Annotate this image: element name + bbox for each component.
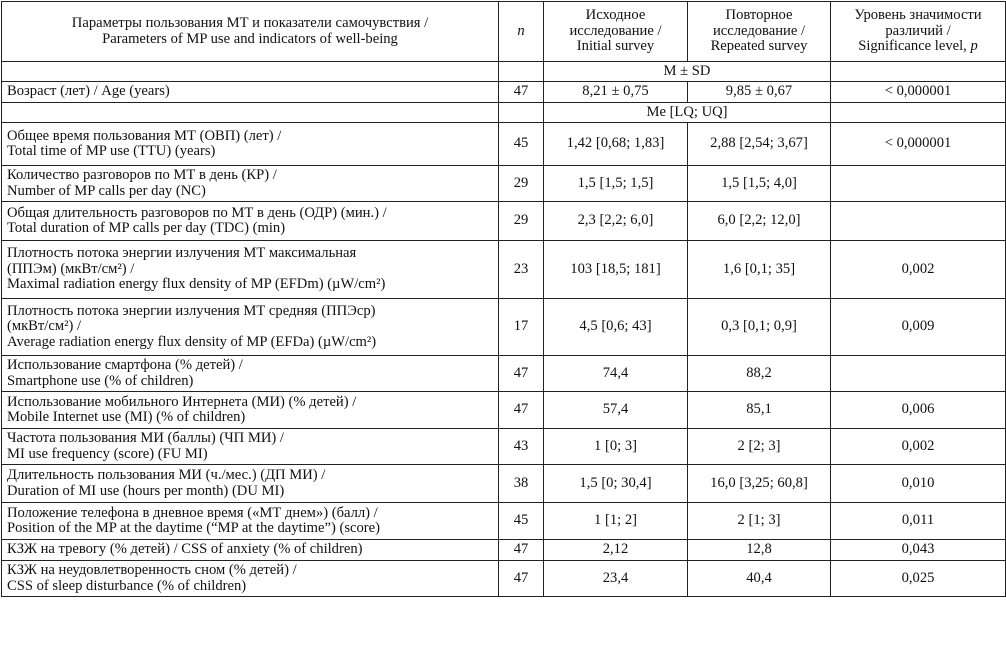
table-row xyxy=(2,540,1006,561)
section-blank-cell xyxy=(2,62,499,82)
initial-survey-cell: 103 [18,5; 181] xyxy=(544,241,688,299)
significance-cell: < 0,000001 xyxy=(831,123,1006,166)
section-blank-cell xyxy=(2,103,499,123)
section-blank-cell xyxy=(831,103,1006,123)
parameter-text-line: MI use frequency (score) (FU MI) xyxy=(7,445,208,462)
table-row xyxy=(2,241,1006,299)
parameter-text-line: Возраст (лет) / Age (years) xyxy=(7,83,170,100)
parameter-cell xyxy=(2,241,499,299)
n-cell: 43 xyxy=(499,429,544,465)
parameter-text-line: Частота пользования МИ (баллы) (ЧП МИ) / xyxy=(7,430,284,446)
section-blank-cell xyxy=(831,62,1006,82)
header-significance-line: Уровень значимости xyxy=(854,7,982,24)
parameter-cell xyxy=(2,503,499,540)
significance-cell: < 0,000001 xyxy=(831,82,1006,103)
significance-cell: 0,043 xyxy=(831,540,1006,561)
parameter-text-line: Number of MP calls per day (NC) xyxy=(7,182,206,199)
parameter-cell xyxy=(2,392,499,429)
parameter-text-line: Total duration of MP calls per day (TDC) (min) xyxy=(7,220,286,236)
repeated-survey-cell: 1,6 [0,1; 35] xyxy=(688,241,831,299)
n-cell: 45 xyxy=(499,123,544,166)
repeated-survey-cell: 9,85 ± 0,67 xyxy=(688,82,831,103)
parameter-text-line: Использование мобильного Интернета (МИ) (% детей) / xyxy=(7,393,357,410)
repeated-survey-cell: 1,5 [1,5; 4,0] xyxy=(688,166,831,202)
repeated-survey-cell: 6,0 [2,2; 12,0] xyxy=(688,202,831,241)
section-blank-cell xyxy=(499,62,544,82)
parameter-cell xyxy=(2,82,499,103)
repeated-survey-cell: 2,88 [2,54; 3,67] xyxy=(688,123,831,166)
results-table xyxy=(1,1,1006,597)
significance-cell xyxy=(831,166,1006,202)
parameter-cell xyxy=(2,166,499,202)
repeated-survey-cell: 0,3 [0,1; 0,9] xyxy=(688,299,831,356)
parameter-text-line: Использование смартфона (% детей) / xyxy=(7,357,243,373)
section-label-median: Me [LQ; UQ] xyxy=(544,103,831,123)
parameter-text-line: Position of the MP at the daytime (“MP at the daytime”) (score) xyxy=(7,520,380,536)
initial-survey-cell: 1,5 [1,5; 1,5] xyxy=(544,166,688,202)
repeated-survey-cell: 85,1 xyxy=(688,392,831,429)
header-parameters-line: Parameters of MP use and indicators of well-being xyxy=(102,30,398,47)
header-initial-line: Исходное xyxy=(585,7,646,24)
header-repeated-line: Repeated survey xyxy=(710,38,808,55)
n-cell: 23 xyxy=(499,241,544,299)
parameter-cell xyxy=(2,202,499,241)
repeated-survey-cell: 2 [1; 3] xyxy=(688,503,831,540)
header-significance-text: Significance level, xyxy=(858,38,971,55)
initial-survey-cell: 8,21 ± 0,75 xyxy=(544,82,688,103)
table-row xyxy=(2,166,1006,202)
parameter-text-line: Maximal radiation energy flux density of MP (EFDm) (µW/cm²) xyxy=(7,276,386,293)
section-label-mean-sd: M ± SD xyxy=(544,62,831,82)
header-repeated-survey xyxy=(688,2,831,62)
parameter-cell xyxy=(2,465,499,503)
header-parameters xyxy=(2,2,499,62)
parameter-cell xyxy=(2,356,499,392)
repeated-survey-cell: 12,8 xyxy=(688,540,831,561)
repeated-survey-cell: 40,4 xyxy=(688,561,831,597)
initial-survey-cell: 4,5 [0,6; 43] xyxy=(544,299,688,356)
n-cell: 45 xyxy=(499,503,544,540)
significance-cell xyxy=(831,356,1006,392)
parameter-text-line: (ППЭм) (мкВт/см²) / xyxy=(7,260,135,277)
table-row xyxy=(2,429,1006,465)
significance-cell: 0,011 xyxy=(831,503,1006,540)
n-cell: 17 xyxy=(499,299,544,356)
parameter-text-line: Количество разговоров по МТ в день (КР) / xyxy=(7,167,277,183)
significance-cell: 0,009 xyxy=(831,299,1006,356)
n-cell: 38 xyxy=(499,465,544,503)
initial-survey-cell: 74,4 xyxy=(544,356,688,392)
parameter-text-line: Общее время пользования МТ (ОВП) (лет) / xyxy=(7,127,282,144)
parameter-text-line: Total time of MP use (TTU) (years) xyxy=(7,143,216,159)
parameter-text-line: Duration of MI use (hours per month) (DU MI) xyxy=(7,482,285,499)
n-cell: 29 xyxy=(499,166,544,202)
n-cell: 47 xyxy=(499,561,544,597)
parameter-text-line: Mobile Internet use (MI) (% of children) xyxy=(7,409,246,425)
header-significance-line: различий / xyxy=(885,22,951,39)
header-significance xyxy=(831,2,1006,62)
initial-survey-cell: 57,4 xyxy=(544,392,688,429)
table-row xyxy=(2,123,1006,166)
section-row-median xyxy=(2,103,1006,123)
significance-cell: 0,025 xyxy=(831,561,1006,597)
table-row xyxy=(2,82,1006,103)
table-row xyxy=(2,356,1006,392)
parameter-text-line: Положение телефона в дневное время («МТ днем») (балл) / xyxy=(7,504,378,521)
significance-cell: 0,006 xyxy=(831,392,1006,429)
parameter-text-line: Average radiation energy flux density of MP (EFDa) (µW/cm²) xyxy=(7,333,377,350)
table-row xyxy=(2,299,1006,356)
parameter-text-line: Smartphone use (% of children) xyxy=(7,372,194,389)
header-parameters-line: Параметры пользования МТ и показатели самочувствия / xyxy=(71,15,429,31)
significance-cell: 0,002 xyxy=(831,241,1006,299)
significance-cell: 0,010 xyxy=(831,465,1006,503)
n-cell: 47 xyxy=(499,540,544,561)
table-row xyxy=(2,561,1006,597)
initial-survey-cell: 1,5 [0; 30,4] xyxy=(544,465,688,503)
parameter-text-line: Плотность потока энергии излучения МТ средняя (ППЭср) xyxy=(7,302,376,319)
table-row xyxy=(2,202,1006,241)
section-row-mean-sd xyxy=(2,62,1006,82)
header-significance-p: p xyxy=(970,38,978,55)
parameter-text-line: Общая длительность разговоров по МТ в день (ОДР) (мин.) / xyxy=(7,204,387,221)
parameter-text-line: (мкВт/см²) / xyxy=(7,318,82,335)
header-repeated-line: Повторное xyxy=(725,7,793,24)
parameter-cell xyxy=(2,561,499,597)
section-blank-cell xyxy=(499,103,544,123)
significance-cell: 0,002 xyxy=(831,429,1006,465)
initial-survey-cell: 1,42 [0,68; 1,83] xyxy=(544,123,688,166)
repeated-survey-cell: 88,2 xyxy=(688,356,831,392)
parameter-cell xyxy=(2,429,499,465)
initial-survey-cell: 2,12 xyxy=(544,540,688,561)
table-row xyxy=(2,465,1006,503)
parameter-cell xyxy=(2,299,499,356)
n-cell: 47 xyxy=(499,392,544,429)
repeated-survey-cell: 16,0 [3,25; 60,8] xyxy=(688,465,831,503)
n-cell: 29 xyxy=(499,202,544,241)
parameter-text-line: Плотность потока энергии излучения МТ максимальная xyxy=(7,245,357,262)
header-initial-line: Initial survey xyxy=(576,38,655,55)
header-n xyxy=(499,2,544,62)
parameter-text-line: КЗЖ на неудовлетворенность сном (% детей) / xyxy=(7,562,297,578)
table-row xyxy=(2,392,1006,429)
initial-survey-cell: 2,3 [2,2; 6,0] xyxy=(544,202,688,241)
initial-survey-cell: 1 [1; 2] xyxy=(544,503,688,540)
initial-survey-cell: 1 [0; 3] xyxy=(544,429,688,465)
parameter-text-line: КЗЖ на тревогу (% детей) / CSS of anxiety (% of children) xyxy=(7,541,363,558)
header-initial-survey xyxy=(544,2,688,62)
parameter-cell xyxy=(2,123,499,166)
header-significance-line xyxy=(835,39,1001,55)
n-cell: 47 xyxy=(499,356,544,392)
header-initial-line: исследование / xyxy=(569,22,662,39)
parameter-text-line: CSS of sleep disturbance (% of children) xyxy=(7,577,247,594)
parameter-text-line: Длительность пользования МИ (ч./мес.) (ДП МИ) / xyxy=(7,467,326,483)
parameter-cell xyxy=(2,540,499,561)
table-header-row xyxy=(2,2,1006,62)
initial-survey-cell: 23,4 xyxy=(544,561,688,597)
header-repeated-line: исследование / xyxy=(712,22,806,39)
table-row xyxy=(2,503,1006,540)
header-n-label: n xyxy=(517,22,525,39)
repeated-survey-cell: 2 [2; 3] xyxy=(688,429,831,465)
n-cell: 47 xyxy=(499,82,544,103)
significance-cell xyxy=(831,202,1006,241)
